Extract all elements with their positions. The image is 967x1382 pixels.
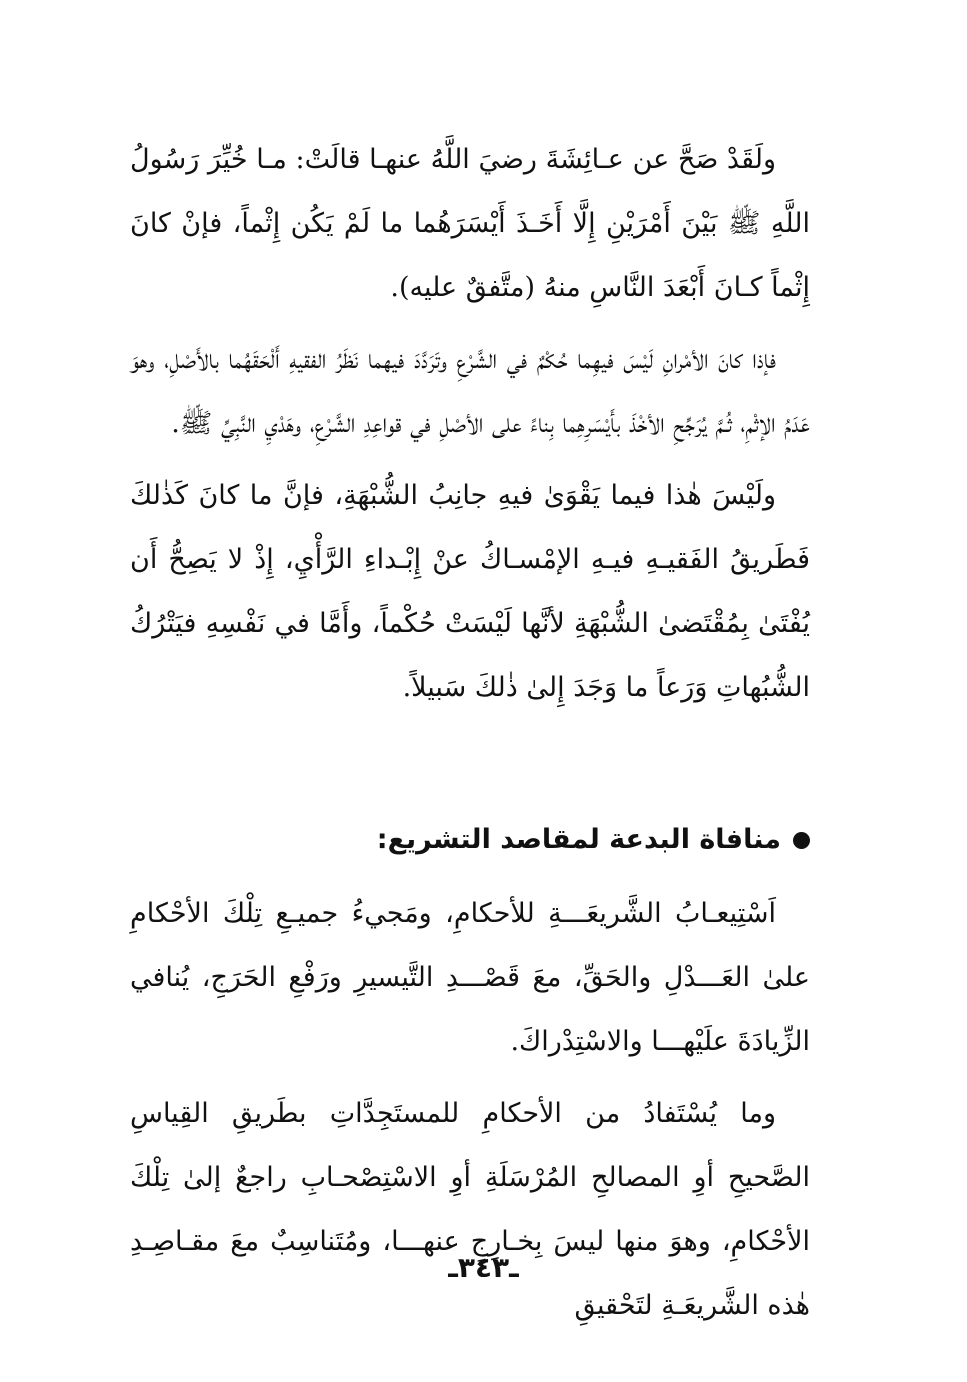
page-number: ـ٣٤٣ـ (448, 1251, 519, 1284)
paragraph-new-matters: وما يُسْتَفادُ من الأحكامِ للمستَجِدَّاتِ بطَريقِ القِياسِ الصَّحيحِ أوِ المصالحِ المُرْسَلَةِ أوِ الاسْتِصْحـابِ راجعٌ إلىٰ تِلْكَ الأحْكامِ، وهوَ منها ليسَ بِخـارِجٍ عنهـــا، ومُتَناسِبٌ معَ مقـاصِـدِ هٰذه الشَّريعَـةِ لتَحْقيقِ (130, 1098, 810, 1321)
paragraph-aisha-hadith: ولَقَدْ صَحَّ عن عـائِشَةَ رضيَ اللَّهُ عنهـا قالَتْ: مـا خُيِّرَ رَسُولُ اللَّهِ ﷺ بَيْنَ أَمْرَيْنِ إِلَّا أَخَـذَ أَيْسَرَهُما ما لَمْ يَكُن إِثْماً، فإنْ كانَ إِثْماً كـانَ أَبْعَدَ النَّاسِ منهُ (متَّفقٌ عليه). (130, 144, 810, 303)
section-heading (130, 812, 810, 868)
bullet-icon (793, 832, 810, 849)
paragraph-comprehensiveness: اَسْتِيعـابُ الشَّريعَـــةِ للأحكامِ، ومَجيءُ جميـعِ تِلْكَ الأحْكامِ علىٰ العَـــدْلِ والحَقِّ، معَ قَصْـــدِ التَّيسيرِ ورَفْعِ الحَرَجِ، يُنافي الزِّيادَةَ علَيْهـــا والاسْتِدْراكَ. (130, 898, 810, 1057)
section-heading-text: منافاة البدعة لمقاصد التشريع: (376, 824, 781, 855)
paragraph-two-matters: فإذا كانَ الأمْرانِ لَيْسَ فيهِما حُكْمٌ في الشَّرْعِ وتَرَدَّدَ فيهما نَظَرُ الفقيهِ أَلْحَقَهُما بالأَصْلِ، وهوَ عَدَمُ الإثْمِ، ثُـمَّ يُرَجِّحِ الأخْذَ بأَيْسَرِهِما بِناءً على الأصْلِ في قواعِدِ الشَّرْعِ، وهَدْيِ النَّبِيِّ ﷺ. (130, 344, 810, 439)
paragraph-doubt: ولَيْسَ هٰذا فيما يَقْوَىٰ فيهِ جانِبُ الشُّبْهَةِ، فإنَّ ما كانَ كَذٰلكَ فَطَريقُ الفَقيـهِ فيـهِ الإمْسـاكُ عنْ إِبْـداءِ الرَّأْيِ، إِذْ لا يَصِحُّ أَن يُفْتَىٰ بِمُقْتَضىٰ الشُّبْهَةِ لأنَّها لَيْسَتْ حُكْماً، وأَمَّا في نَفْسِهِ فيَتْرُكُ الشُّبُهاتِ وَرَعاً ما وَجَدَ إِلىٰ ذٰلكَ سَبيلاً. (130, 480, 810, 703)
document-page (130, 128, 810, 1338)
